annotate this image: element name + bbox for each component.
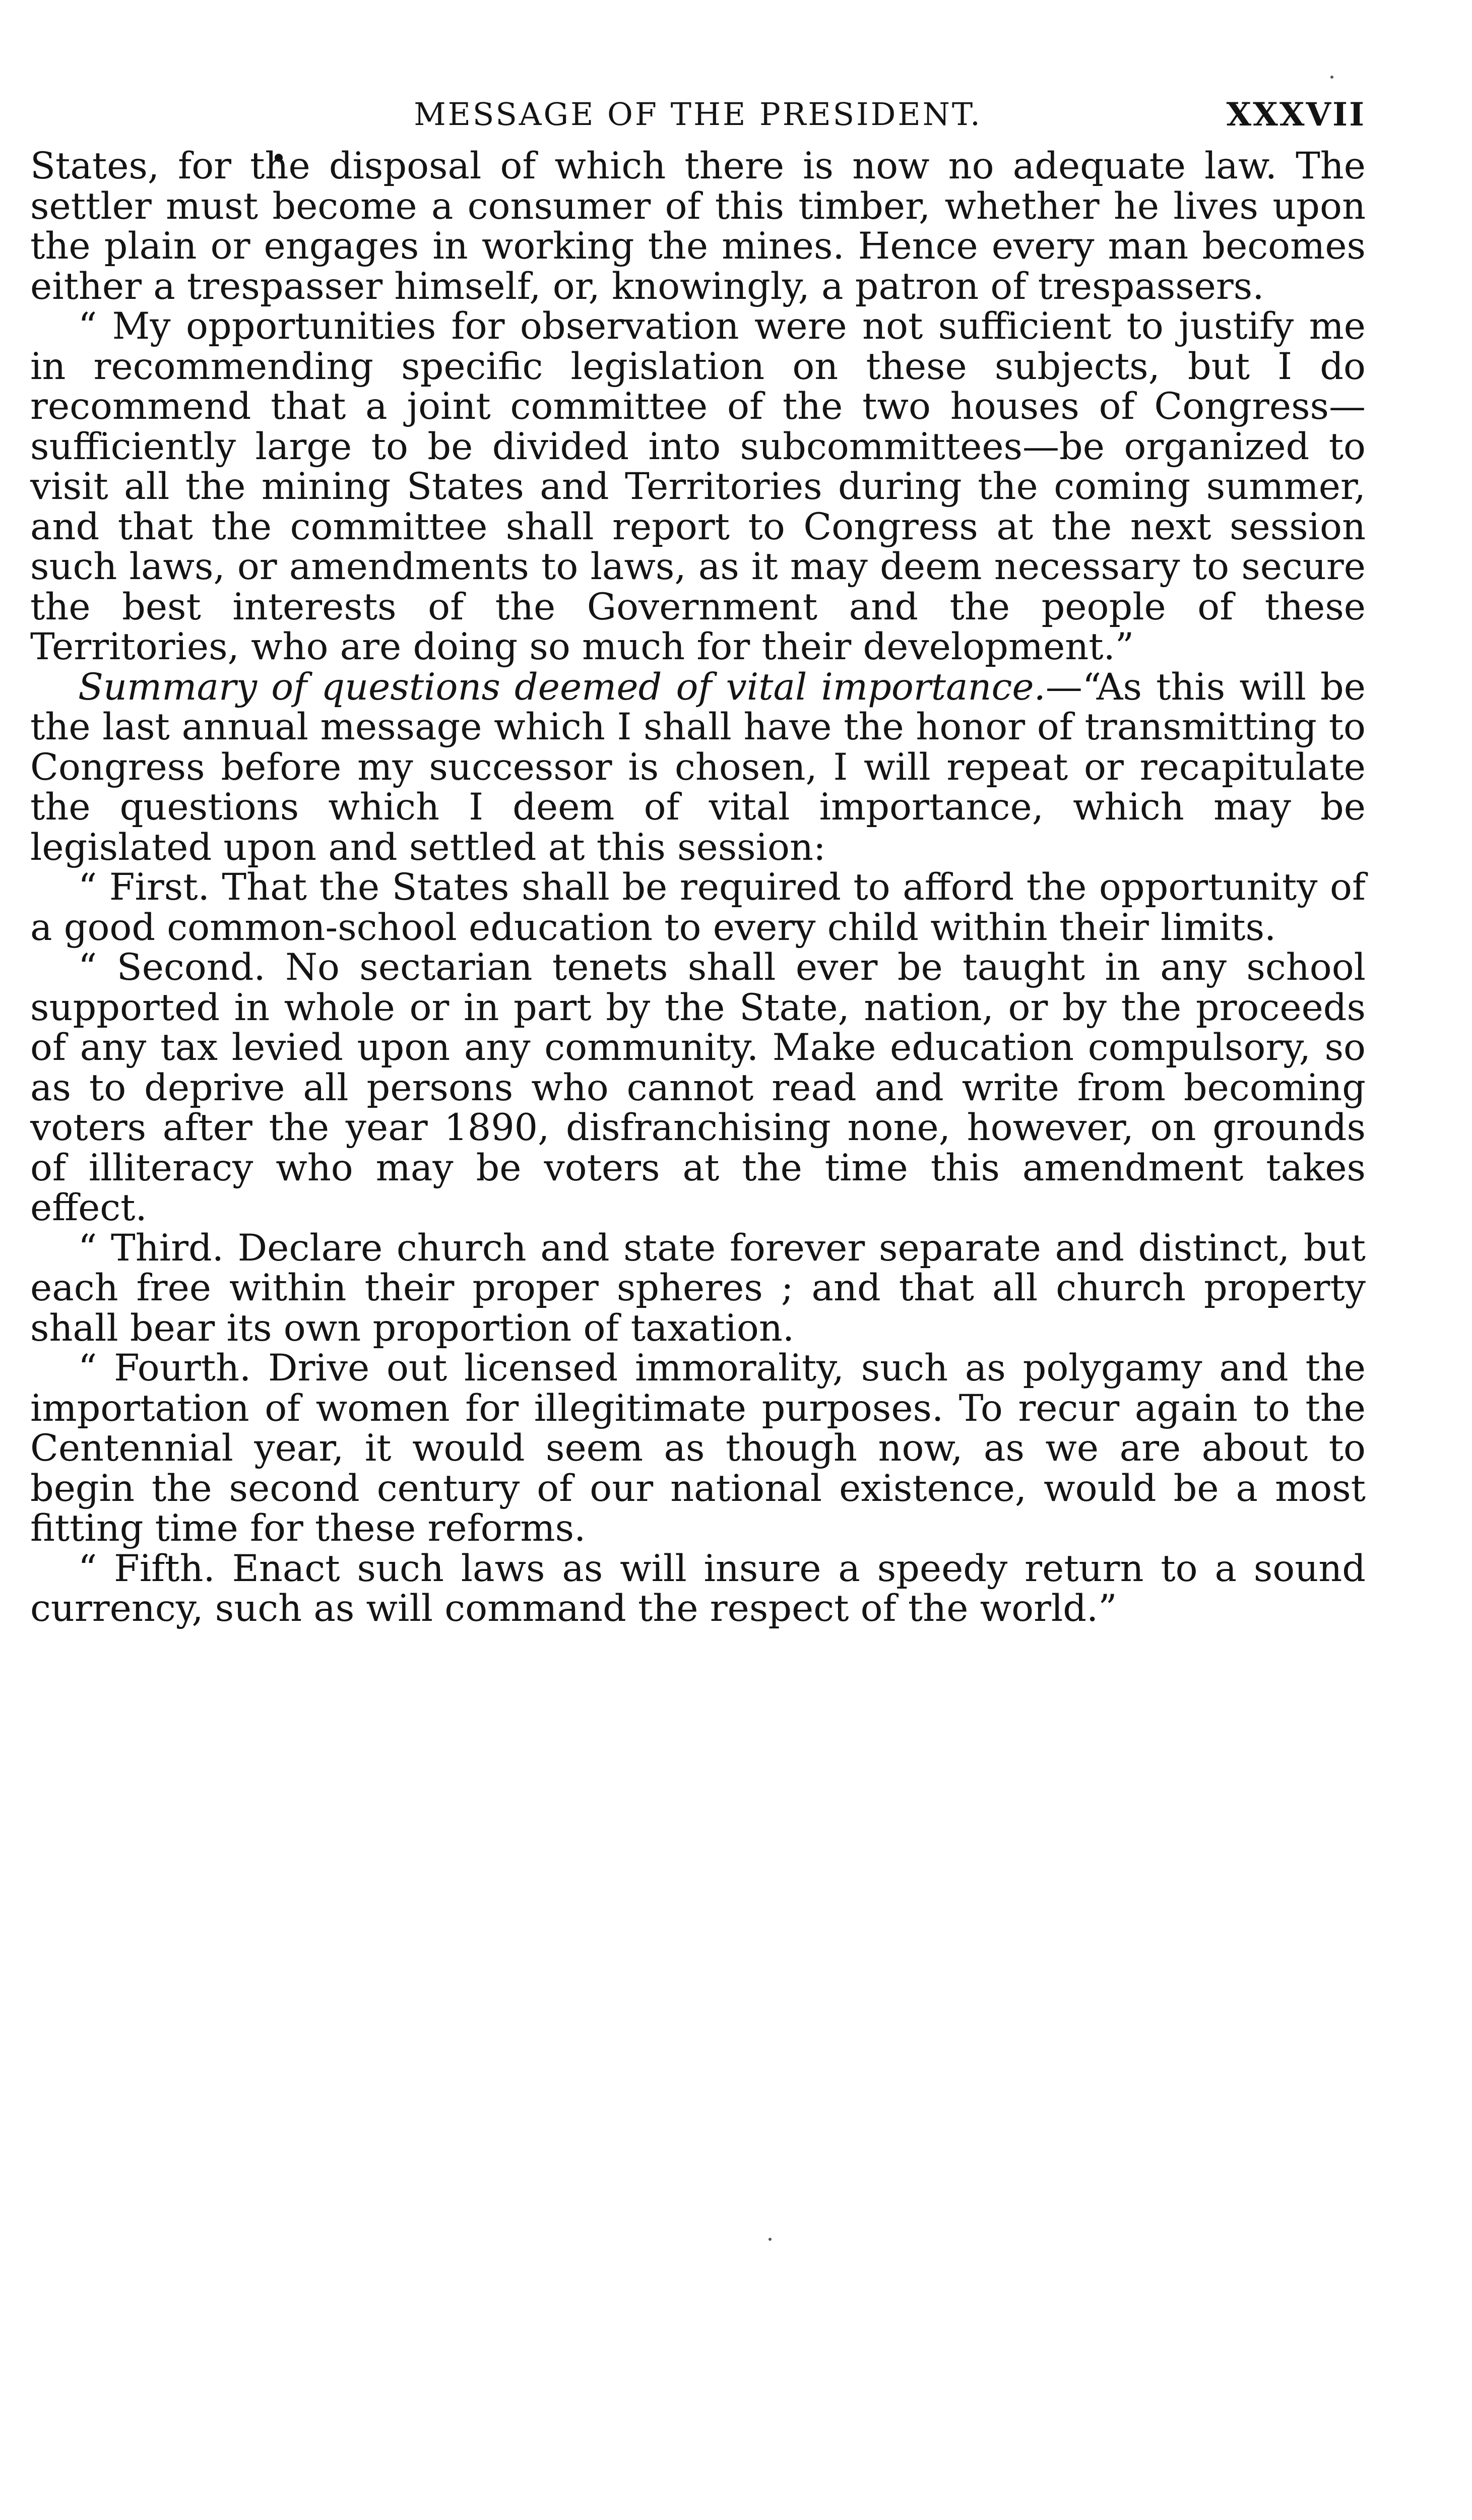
summary-title: Summary of questions deemed of vital importance. <box>78 665 1046 709</box>
point-fifth: “ Fifth. Enact such laws as will insure a speedy return to a sound currency, such as will command the respect of the world.” <box>30 1547 1366 1630</box>
paragraph: States, for the disposal of which there is now no adequate law. The settler must become a consumer of this timber, whether he lives upon the plain or engages in working the mines. Hence every man becomes either a trespasser himself, or, knowingly, a patron of trespassers. <box>30 145 1366 308</box>
ink-speck <box>769 2238 772 2241</box>
point-fourth: “ Fourth. Drive out licensed immorality, such as polygamy and the importation of women for illegitimate purposes. To recur again to the Centennial year, it would seem as though now, as we are about to begin the second century of our national existence, would be a most fitting time for these reforms. <box>30 1347 1366 1550</box>
page-header <box>30 76 1366 146</box>
point-second: “ Second. No sectarian tenets shall ever be taught in any school supported in whole or in part by the State, nation, or by the proceeds of any tax levied upon any community. Make education compulsory, so as to deprive all persons who cannot read and write from becoming voters after the year 1890, disfranchising none, however, on grounds of illiteracy who may be voters at the time this amendment takes effect. <box>30 946 1366 1229</box>
running-head: MESSAGE OF THE PRESIDENT. <box>414 96 982 133</box>
summary-paragraph <box>30 667 1366 868</box>
page <box>30 76 1366 1629</box>
body-text <box>30 146 1366 1629</box>
point-third: “ Third. Declare church and state forever separate and distinct, but each free within their proper spheres ; and that all church property shall bear its own proportion of taxation. <box>30 1226 1366 1350</box>
summary-body: —“As this will be the last annual message which I shall have the honor of transmitting to Congress before my successor is chosen, I will repeat or recapitulate the questions which I deem of vital importance, which may be legislated upon and settled at this session: <box>30 665 1366 869</box>
point-first: “ First. That the States shall be required to afford the opportunity of a good common-school education to every child within their limits. <box>30 866 1366 949</box>
paragraph: “ My opportunities for observation were not sufficient to justify me in recommending specific legislation on these subjects, but I do recommend that a joint committee of the two houses of Congress—sufficiently large to be divided into subcommittees—be organized to visit all the mining States and Territories during the coming summer, and that the committee shall report to Congress at the next session such laws, or amendments to laws, as it may deem necessary to secure the best interests of the Government and the people of these Territories, who are doing so much for their development.” <box>30 305 1366 668</box>
page-number: XXXVII <box>1226 96 1366 134</box>
